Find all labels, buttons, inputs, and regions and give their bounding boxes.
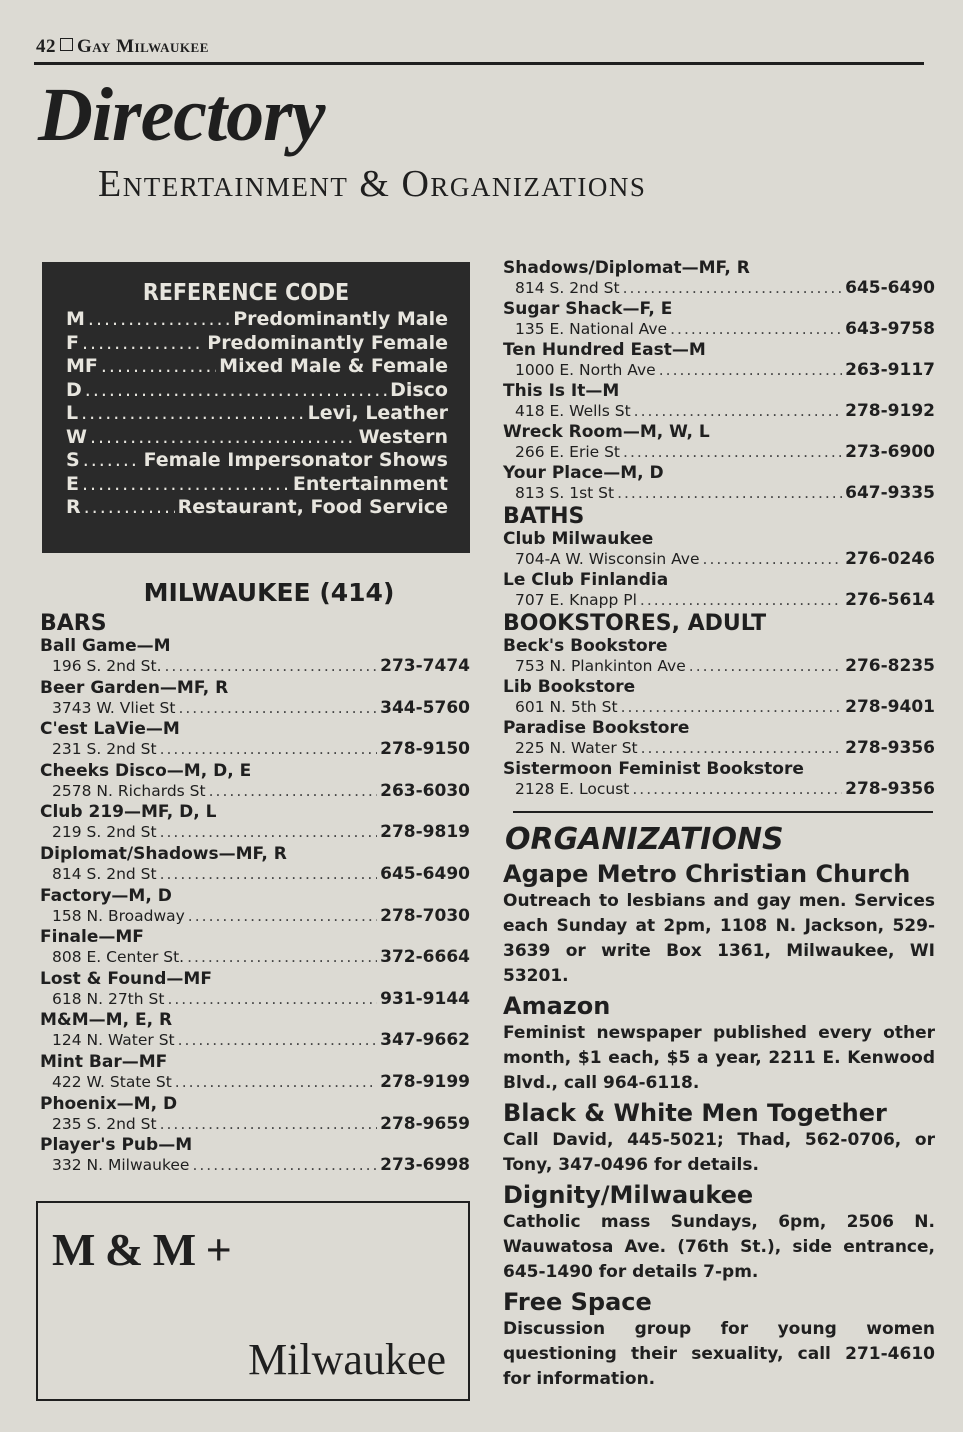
reference-code-meaning: Female Impersonator Shows [143,449,448,471]
entry-detail-line [503,590,935,611]
reference-code-meaning: Restaurant, Food Service [177,496,448,518]
reference-code-row [66,308,448,332]
reference-code-letter: R [66,496,81,518]
dot-leader [165,656,378,677]
entry-name: Ten Hundred East—M [503,340,706,360]
dot-leader [101,355,216,379]
reference-code-box [42,262,470,553]
dot-leader [160,1114,378,1135]
entry-name: Sistermoon Feminist Bookstore [503,759,804,779]
entry-name: Ball Game—M [40,636,171,656]
organization-name: Black & White Men Together [503,1099,887,1127]
entry-detail-line [40,947,470,968]
entry-name: Le Club Finlandia [503,570,669,590]
entry-address: 418 E. Wells St [515,402,631,420]
entry-phone: 645-6490 [845,278,935,298]
entry-name: Sugar Shack—F, E [503,299,673,319]
entry-address: 2128 E. Locust [515,780,630,798]
entry-detail-line [503,549,935,570]
entry-name: Beck's Bookstore [503,636,668,656]
list-item [40,927,470,968]
organization-description: Feminist newspaper published every other month, $1 each, $5 a year, 2211 E. Kenwood Blvd., call 964-6118. [503,1023,935,1093]
header-rule [34,62,924,65]
entry-name: Player's Pub—M [40,1135,193,1156]
entry-address: 266 E. Erie St [515,443,621,461]
left-column [40,578,470,1177]
entry-name: M&M—M, E, R [40,1010,173,1031]
entry-name: Club Milwaukee [503,529,654,549]
dot-leader [84,496,175,520]
list-item [503,463,935,504]
list-item [503,529,935,570]
bookstores-heading: BOOKSTORES, ADULT [503,611,767,636]
list-item [503,258,935,299]
entry-detail-line [40,1114,470,1135]
entry-phone: 278-9356 [845,738,935,758]
entry-phone: 276-0246 [845,549,935,569]
organization-name: Free Space [503,1288,652,1316]
dot-leader [640,590,842,611]
entry-phone: 278-9150 [380,739,470,760]
list-item [503,381,935,422]
organization-description: Outreach to lesbians and gay men. Services each Sunday at 2pm, 1108 N. Jackson, 529-3639 or write Box 1361, Milwaukee, WI 53201. [503,891,935,986]
entry-address: 3743 W. Vliet St [52,698,176,717]
dot-leader [88,308,230,332]
right-column [503,258,935,1392]
organization-name: Amazon [503,992,611,1020]
entry-detail-line [503,738,935,759]
list-item [40,802,470,843]
dot-leader [160,864,378,885]
entry-name: Club 219—MF, D, L [40,802,217,823]
dot-leader [187,947,377,968]
entry-phone: 273-6900 [845,442,935,462]
section-divider [513,811,933,813]
entry-address: 2578 N. Richards St [52,781,206,800]
reference-code-row [66,496,448,520]
list-item [503,422,935,463]
reference-code-letter: D [66,378,82,401]
entry-name: This Is It—M [503,381,620,401]
entry-name: Factory—M, D [40,885,172,906]
list-item [503,636,935,677]
dot-leader [632,779,842,800]
bars-list-continued [503,258,935,504]
dot-leader [703,549,843,570]
entry-detail-line [503,779,935,800]
reference-code-meaning: Levi, Leather [307,402,448,424]
entry-address: 814 S. 2nd St [515,279,620,297]
entry-name: Mint Bar—MF [40,1051,168,1072]
list-item [40,969,470,1010]
dot-leader [188,906,377,927]
entry-address: 332 N. Milwaukee [52,1156,190,1175]
entry-phone: 273-6998 [380,1155,470,1176]
entry-address: 707 E. Knapp Pl [515,591,637,609]
entry-detail-line [40,739,470,760]
baths-list [503,529,935,611]
entry-detail-line [40,781,470,802]
dot-leader [82,473,290,497]
bars-heading: BARS [40,611,107,636]
entry-name: Cheeks Disco—M, D, E [40,760,252,781]
entry-name: C'est LaVie—M [40,719,180,740]
list-item [40,761,470,802]
reference-code-row [66,379,448,403]
list-item [40,636,470,677]
reference-code-meaning: Mixed Male & Female [219,355,448,377]
entry-detail-line [40,822,470,843]
dot-leader [621,697,843,718]
dot-leader [178,1030,378,1051]
entry-detail-line [40,1155,470,1176]
organization-description: Discussion group for young women questioning their sexuality, call 271-4610 for information. [503,1319,935,1389]
entry-detail-line [503,319,935,340]
advertisement-box [36,1201,470,1401]
reference-code-row [66,473,448,497]
entry-detail-line [503,442,935,463]
reference-code-row [66,355,448,379]
entry-phone: 278-9659 [380,1113,470,1134]
list-item [40,886,470,927]
entry-detail-line [503,697,935,718]
page-subtitle: Entertainment & Organizations [98,163,647,205]
entry-phone: 931-9144 [380,988,470,1009]
page-title: Directory [38,73,325,157]
entry-name: Your Place—M, D [503,463,664,483]
reference-code-meaning: Entertainment [292,472,448,495]
reference-code-letter: F [66,331,79,354]
entry-detail-line [40,989,470,1010]
reference-code-letter: S [66,449,80,471]
entry-address: 231 S. 2nd St [52,740,157,759]
list-item [503,677,935,718]
entry-phone: 278-9199 [380,1071,470,1092]
ad-subtitle: Milwaukee [248,1335,446,1384]
entry-phone: 278-9819 [380,822,470,843]
reference-code-meaning: Western [358,425,448,448]
dot-leader [209,781,378,802]
dot-leader [659,360,842,381]
organization-name: Dignity/Milwaukee [503,1181,754,1209]
entry-address: 135 E. National Ave [515,320,668,338]
entry-address: 196 S. 2nd St. [52,657,162,675]
list-item [503,340,935,381]
entry-detail-line [503,401,935,422]
reference-code-letter: W [66,425,87,448]
dot-leader [623,278,843,299]
entry-phone: 347-9662 [380,1030,470,1051]
entry-phone: 278-7030 [380,905,470,926]
reference-code-row [66,426,448,450]
entry-phone: 647-9335 [845,483,935,503]
entry-phone: 276-5614 [845,590,935,610]
organization-name: Agape Metro Christian Church [503,860,911,888]
bars-list [40,636,470,1176]
dot-leader [192,1155,377,1176]
list-item [40,1094,470,1135]
entry-name: Phoenix—M, D [40,1093,178,1114]
reference-code-meaning: Predominantly Male [233,308,448,330]
list-item [40,678,470,719]
entry-address: 158 N. Broadway [52,906,185,925]
reference-code-title: REFERENCE CODE [142,280,350,306]
reference-code-meaning: Predominantly Female [207,331,448,354]
reference-code-row [66,402,448,426]
entry-address: 422 W. State St [52,1072,172,1091]
dot-leader [670,319,842,340]
dot-leader [90,426,356,450]
list-item [40,844,470,885]
city-heading: MILWAUKEE (414) [143,578,395,607]
reference-code-letter: MF [66,355,98,377]
entry-address: 808 E. Center St. [52,948,185,967]
entry-phone: 643-9758 [845,319,935,339]
dot-leader [634,401,842,422]
dot-leader [82,332,204,356]
entry-detail-line [503,483,935,504]
reference-code-letter: M [66,308,85,330]
entry-phone: 372-6664 [380,947,470,968]
dot-leader [160,822,378,843]
organizations-list [503,859,935,1392]
entry-phone: 263-6030 [380,780,470,801]
list-item [40,719,470,760]
organization-description: Call David, 445-5021; Thad, 562-0706, or Tony, 347-0496 for details. [503,1130,935,1175]
dot-leader [623,442,842,463]
entry-name: Lib Bookstore [503,677,636,697]
entry-phone: 263-9117 [845,360,935,380]
entry-phone: 273-7474 [380,656,470,676]
entry-name: Lost & Found—MF [40,968,212,989]
entry-name: Finale—MF [40,927,144,948]
dot-leader [617,483,842,504]
entry-address: 813 S. 1st St [515,484,615,502]
entry-detail-line [503,360,935,381]
ad-title: M & M + [52,1224,231,1275]
entry-phone: 278-9192 [845,401,935,421]
entry-detail-line [40,656,470,677]
page-number: 42 [36,36,56,57]
publication-name: Gay Milwaukee [77,36,209,57]
entry-detail-line [503,656,935,677]
dot-leader [167,989,377,1010]
entry-address: 704-A W. Wisconsin Ave [515,550,700,568]
reference-code-row [66,449,448,473]
reference-code-letter: E [66,472,79,495]
dot-leader [160,739,378,760]
entry-address: 225 N. Water St [515,739,638,757]
entry-address: 618 N. 27th St [52,989,165,1008]
list-item [503,299,935,340]
list-item [503,759,935,800]
entry-name: Wreck Room—M, W, L [503,422,710,442]
list-item [40,1135,470,1176]
entry-phone: 344-5760 [380,697,470,718]
list-item [40,1052,470,1093]
baths-heading: BATHS [503,504,585,529]
entry-detail-line [503,278,935,299]
entry-detail-line [40,698,470,719]
entry-detail-line [40,864,470,885]
reference-code-letter: L [66,402,79,424]
running-header [36,36,209,58]
entry-detail-line [40,1072,470,1093]
reference-code-meaning: Disco [390,378,448,401]
dot-leader [689,656,842,677]
entry-address: 601 N. 5th St [515,698,618,716]
entry-address: 753 N. Plankinton Ave [515,657,686,675]
dot-leader [83,449,141,473]
entry-address: 235 S. 2nd St [52,1114,157,1133]
dot-leader [85,379,387,403]
entry-name: Beer Garden—MF, R [40,677,229,698]
dot-leader [178,698,377,719]
entry-phone: 278-9401 [845,697,935,717]
reference-code-list [66,308,448,520]
organizations-heading: ORGANIZATIONS [505,822,784,857]
list-item [503,570,935,611]
list-item [503,718,935,759]
organization-description: Catholic mass Sundays, 6pm, 2506 N. Wauwatosa Ave. (76th St.), side entrance, 645-1490 for details 7-pm. [503,1212,935,1282]
entry-address: 1000 E. North Ave [515,361,656,379]
entry-detail-line [40,906,470,927]
dot-leader [81,402,304,426]
dot-leader [175,1072,377,1093]
entry-phone: 276-8235 [845,656,935,676]
dot-leader [641,738,843,759]
reference-code-row [66,332,448,356]
entry-phone: 278-9356 [845,779,935,799]
entry-address: 124 N. Water St [52,1031,175,1050]
square-bullet-icon [60,38,73,51]
bookstores-list [503,636,935,800]
entry-name: Paradise Bookstore [503,718,690,738]
entry-name: Shadows/Diplomat—MF, R [503,258,750,278]
entry-phone: 645-6490 [380,863,470,884]
entry-detail-line [40,1030,470,1051]
entry-name: Diplomat/Shadows—MF, R [40,843,287,864]
entry-address: 219 S. 2nd St [52,823,157,842]
list-item [40,1010,470,1051]
entry-address: 814 S. 2nd St [52,864,157,883]
